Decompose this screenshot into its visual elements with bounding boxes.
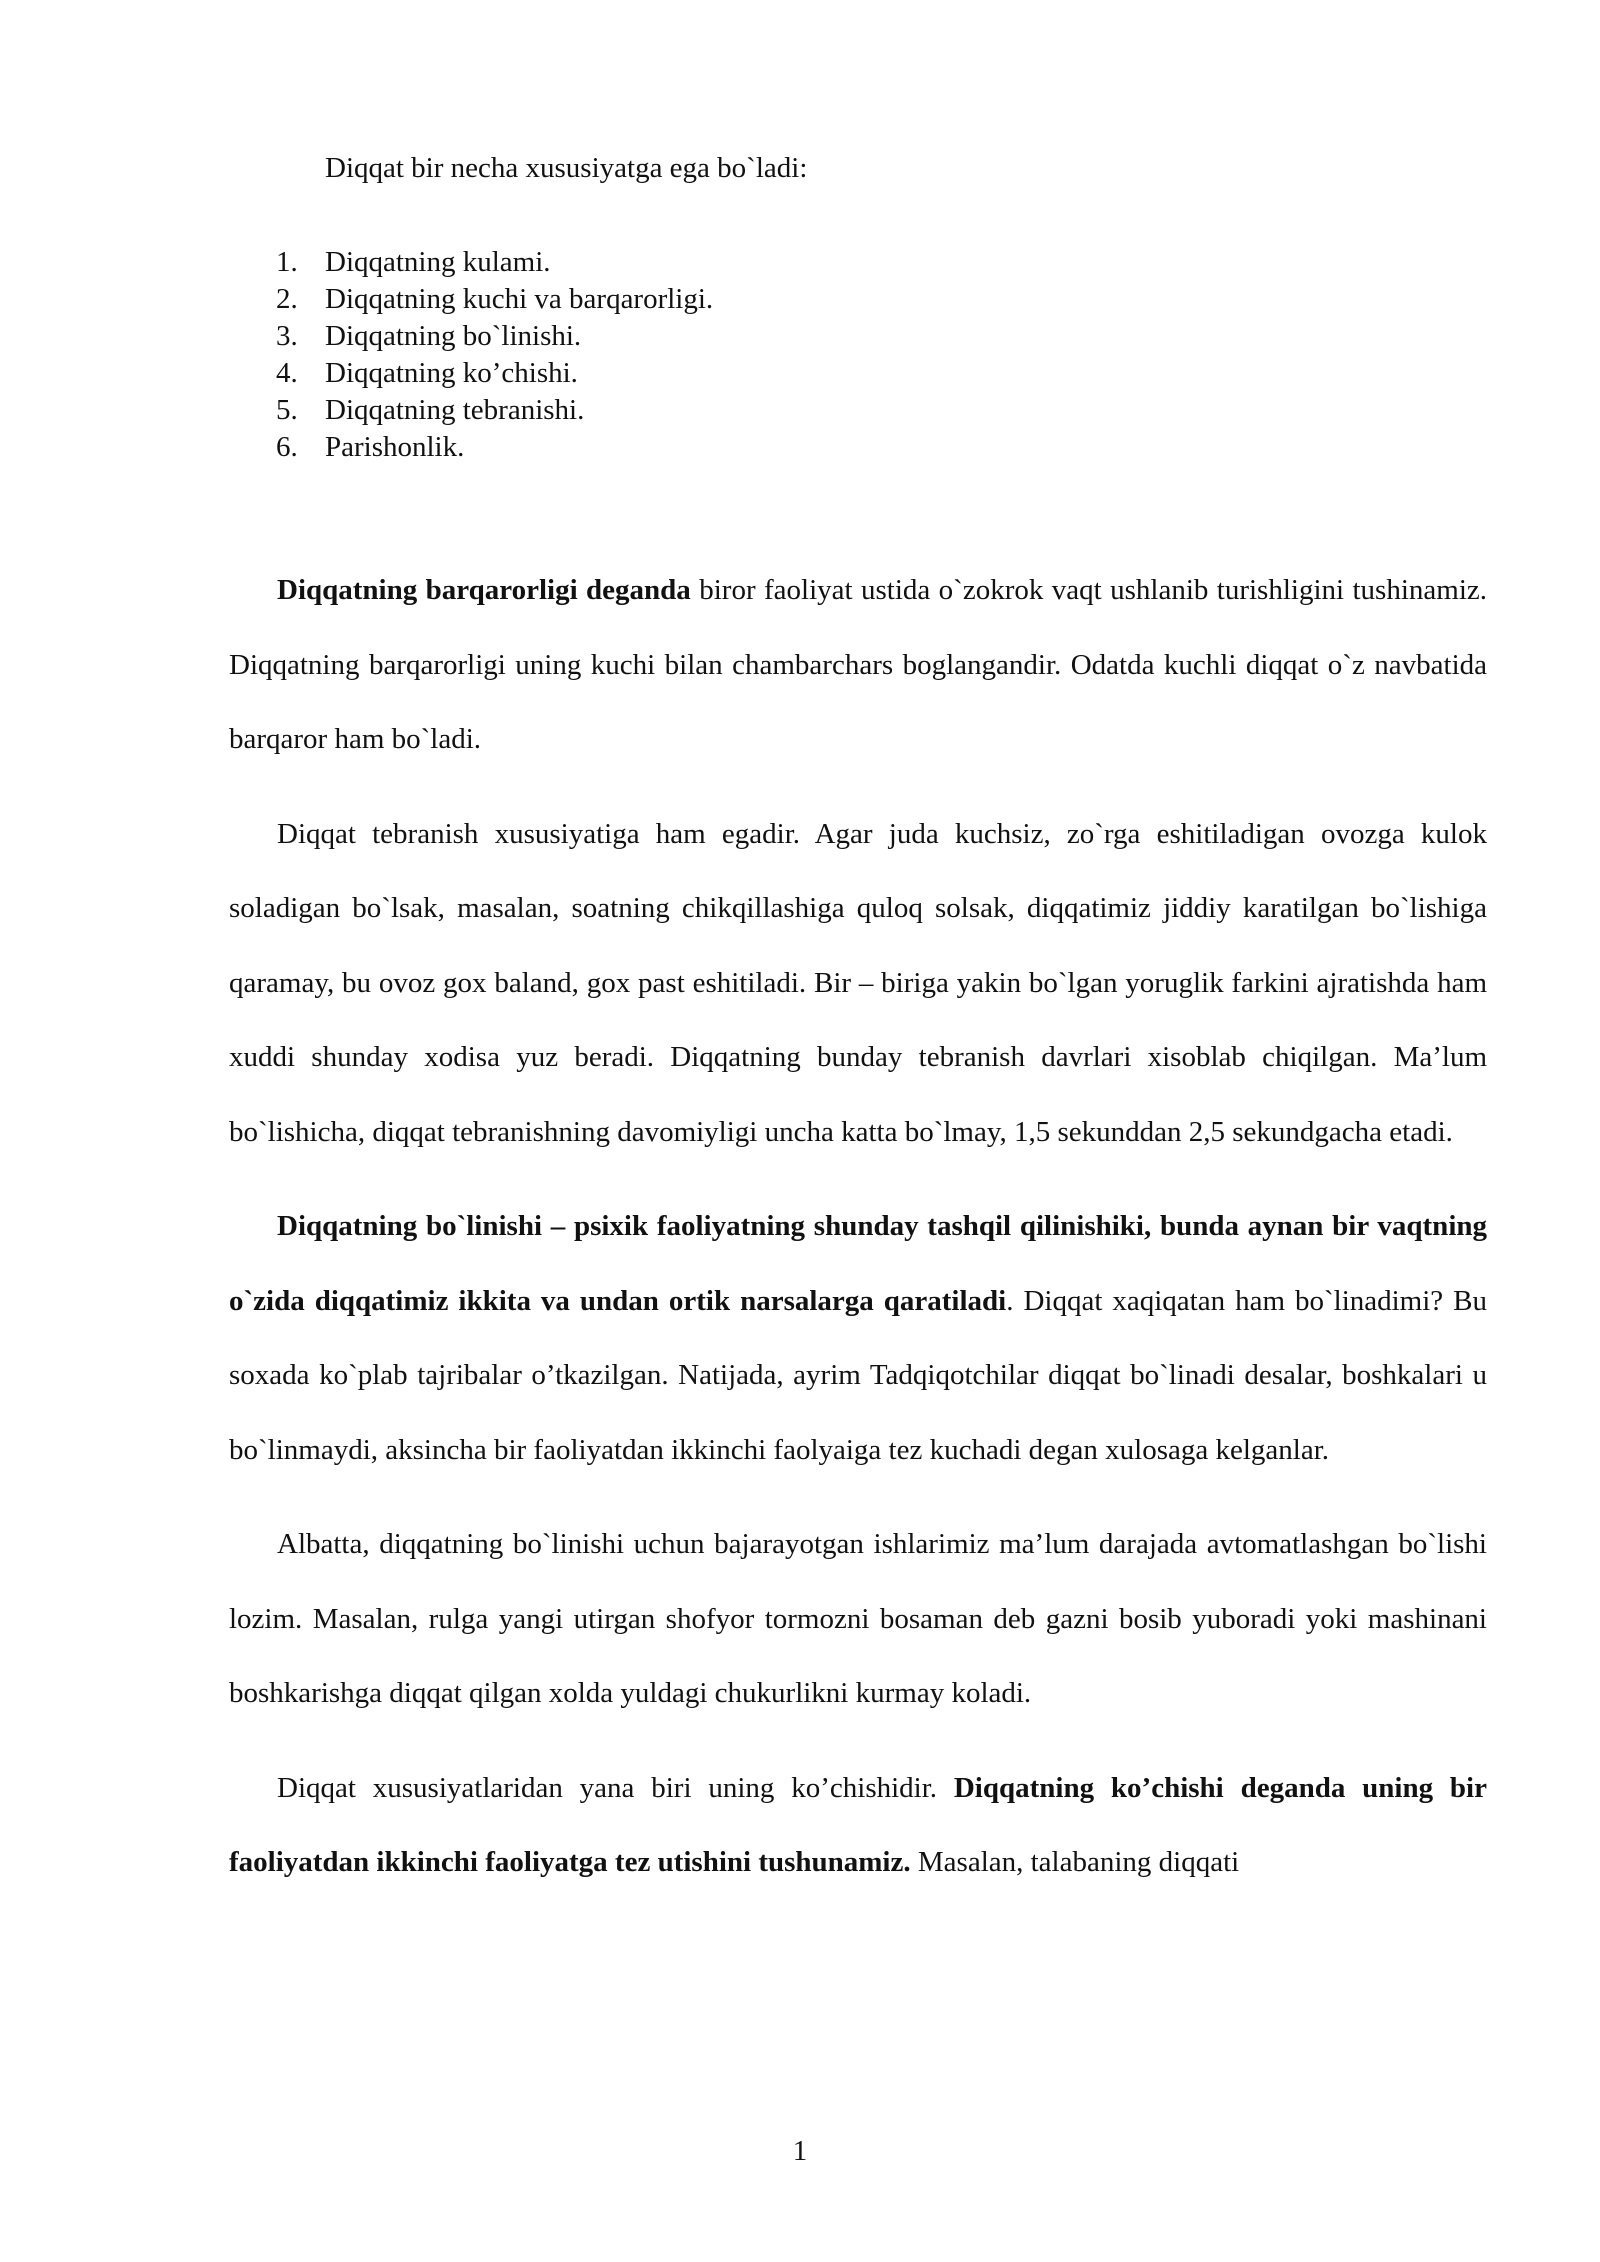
body-text	[229, 553, 1487, 1920]
paragraph-text: biror faoliyat ustida o`zokrok vaqt ushlanib turishligini tushinamiz. Diqqatning barqarorligi uning kuchi bilan chambarchars boglangandir. Odatda kuchli diqqat o`z navbatida barqaror ham bo`ladi.	[229, 574, 1487, 755]
list-item-text: Parishonlik.	[325, 431, 465, 463]
paragraph-text: Diqqat tebranish xususiyatiga ham egadir. Agar juda kuchsiz, zo`rga eshitiladigan ovozga kulok soladigan bo`lsak, masalan, soatning chikqillashiga quloq solsak, diqqatimiz jiddiy karatilgan bo`lishiga qaramay, bu ovoz gox baland, gox past eshitiladi. Bir – biriga yakin bo`lgan yoruglik farkini ajratishda ham xuddi shunday xodisa yuz beradi. Diqqatning bunday tebranish davrlari xisoblab chiqilgan. Ma’lum bo`lishicha, diqqat tebranishning davomiyligi uncha katta bo`lmay, 1,5 sekunddan 2,5 sekundgacha etadi.	[229, 817, 1487, 1148]
list-item-text: Diqqatning kuchi va barqarorligi.	[325, 283, 714, 315]
properties-list	[276, 244, 713, 466]
list-item	[276, 244, 713, 281]
list-item-number: 2.	[276, 283, 298, 315]
page-number: 1	[792, 2135, 808, 2167]
list-item-number: 4.	[276, 357, 298, 389]
paragraph-stability	[229, 553, 1487, 777]
paragraph-bold-term: Diqqatning barqarorligi deganda	[277, 574, 691, 606]
intro-sentence: Diqqat bir necha xususiyatga ega bo`ladi:	[325, 152, 808, 184]
list-item-text: Diqqatning bo`linishi.	[325, 320, 582, 352]
list-item-text: Diqqatning ko’chishi.	[325, 357, 578, 389]
list-item-number: 3.	[276, 320, 298, 352]
list-item-text: Diqqatning tebranishi.	[325, 394, 585, 426]
list-item	[276, 429, 713, 466]
paragraph-lead-text: Diqqat xususiyatlaridan yana biri uning ko’chishidir.	[277, 1771, 954, 1804]
list-item-text: Diqqatning kulami.	[325, 246, 551, 278]
list-item	[276, 355, 713, 392]
list-item-number: 5.	[276, 394, 298, 426]
paragraph-bold-term: Diqqatning ko’chishi deganda uning bir faoliyatdan ikkinchi faoliyatga tez utishini tushunamiz.	[229, 1771, 1487, 1878]
paragraph-switching	[229, 1751, 1487, 1900]
list-item	[276, 392, 713, 429]
list-item	[276, 318, 713, 355]
paragraph-text: . Diqqat xaqiqatan ham bo`linadimi? Bu soxada ko`plab tajribalar o’tkazilgan. Natijada, ayrim Tadqiqotchilar diqqat bo`linadi desalar, boshkalari u bo`linmaydi, aksincha bir faoliyatdan ikkinchi faolyaiga tez kuchadi degan xulosaga kelganlar.	[229, 1284, 1487, 1466]
paragraph-fluctuation	[229, 797, 1487, 1170]
paragraph-text: Albatta, diqqatning bo`linishi uchun bajarayotgan ishlarimiz ma’lum darajada avtomatlashgan bo`lishi lozim. Masalan, rulga yangi utirgan shofyor tormozni bosaman deb gazni bosib yuboradi yoki mashinani boshkarishga diqqat qilgan xolda yuldagi chukurlikni kurmay koladi.	[229, 1528, 1487, 1709]
paragraph-bold-term: Diqqatning bo`linishi – psixik faoliyatning shunday tashqil qilinishiki, bunda aynan bir vaqtning o`zida diqqatimiz ikkita va undan ortik narsalarga qaratiladi	[229, 1210, 1487, 1317]
list-item-number: 1.	[276, 246, 298, 278]
list-item-number: 6.	[276, 431, 298, 463]
paragraph-text: Masalan, talabaning diqqati	[910, 1846, 1240, 1878]
paragraph-automation	[229, 1507, 1487, 1731]
list-item	[276, 281, 713, 318]
paragraph-division	[229, 1189, 1487, 1487]
